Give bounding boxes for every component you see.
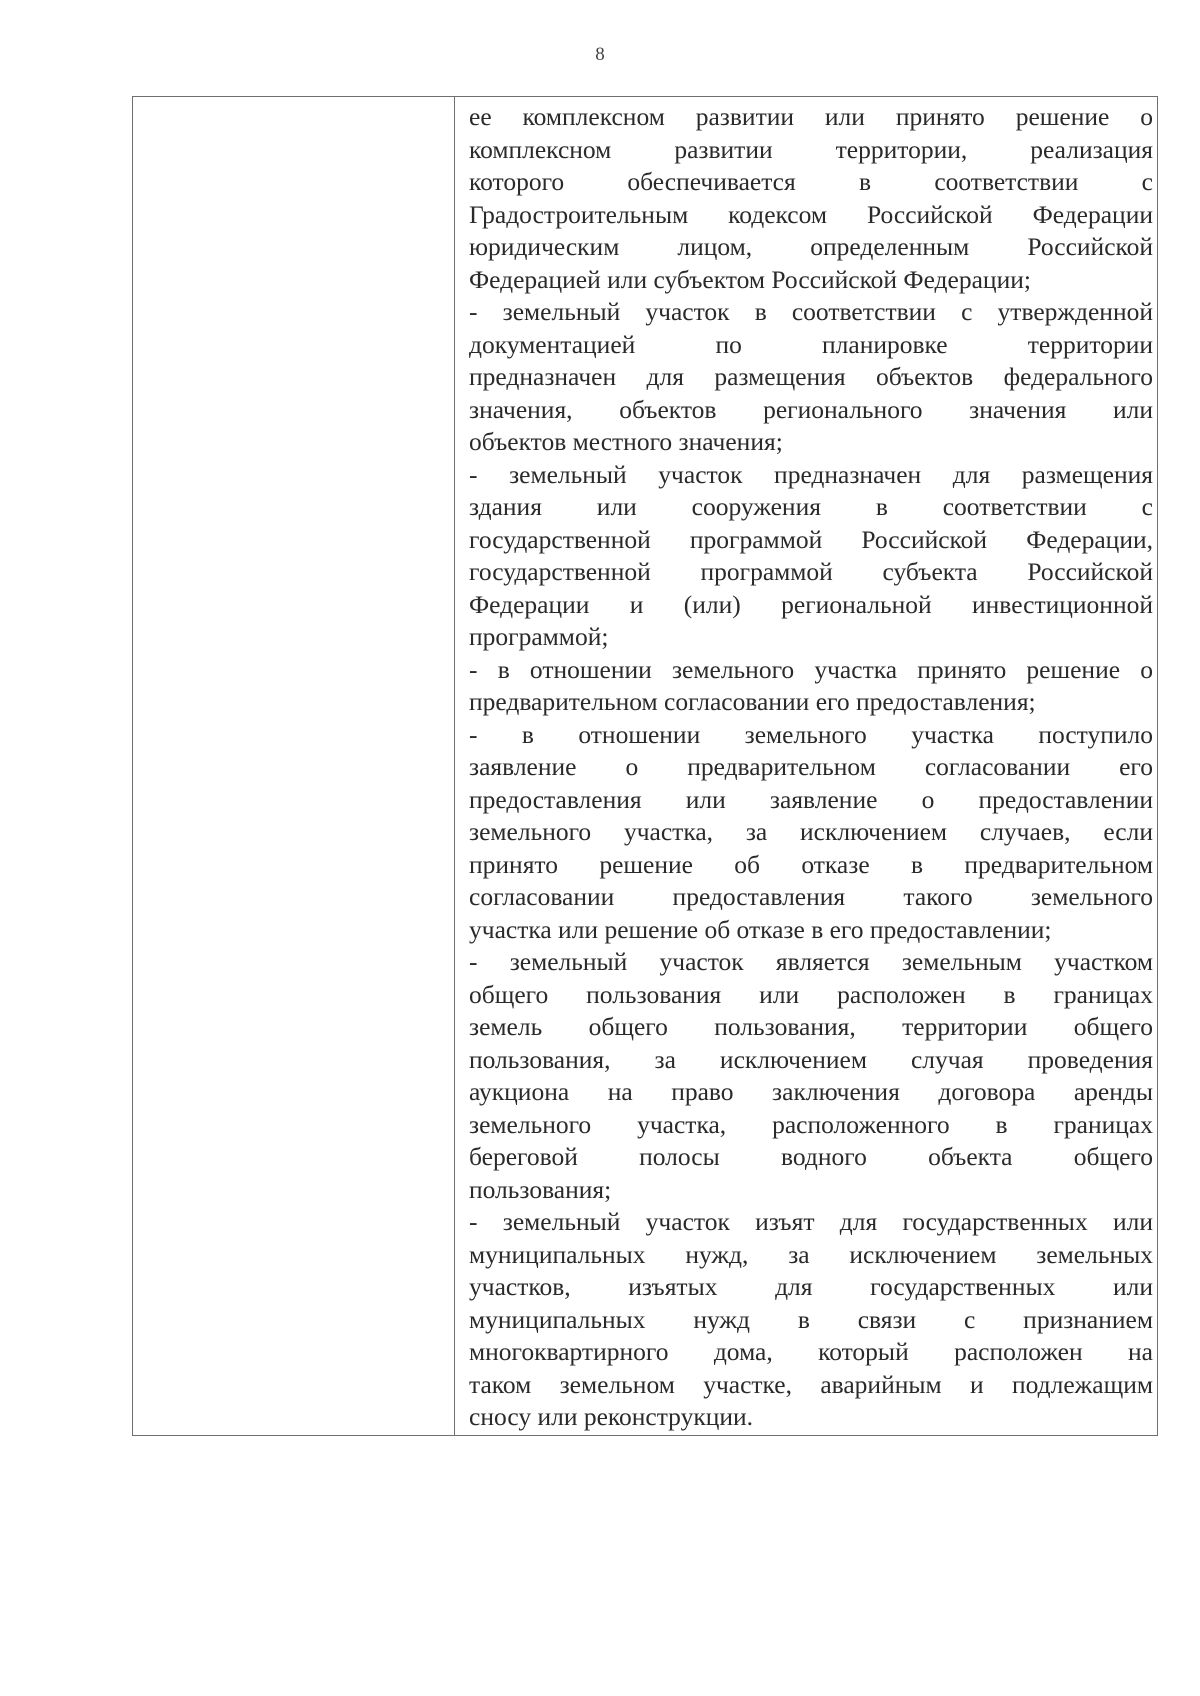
table-left-cell <box>133 97 455 1435</box>
text-line: Федерацией или субъектом Российской Федерации; <box>469 264 1031 294</box>
text-line: - в отношении земельного участка поступило <box>469 719 1153 749</box>
text-line: земельного участка, за исключением случаев, если <box>469 817 1153 846</box>
text-line: земельного участка, расположенного в границах <box>469 1109 1153 1139</box>
text-line: земель общего пользования, территории общего <box>469 1012 1153 1041</box>
text-line: муниципальных нужд в связи с признанием <box>469 1304 1153 1334</box>
text-line: сносу или реконструкции. <box>469 1402 754 1431</box>
text-line: заявление о предварительном согласовании его <box>469 752 1153 781</box>
text-line: объектов местного значения; <box>469 427 783 456</box>
text-line: - земельный участок изъят для государственных или <box>469 1207 1153 1236</box>
text-line: Федерации и (или) региональной инвестиционной <box>469 589 1153 619</box>
text-line: аукциона на право заключения договора аренды <box>469 1077 1153 1106</box>
text-line: согласовании предоставления такого земельного <box>469 882 1153 911</box>
text-line: комплексном развитии территории, реализация <box>469 134 1153 164</box>
text-line: Градостроительным кодексом Российской Федерации <box>469 199 1153 229</box>
text-line: государственной программой субъекта Российской <box>469 557 1153 586</box>
text-line: значения, объектов регионального значения или <box>469 394 1153 424</box>
text-line: предварительном согласовании его предоставления; <box>469 687 1036 716</box>
text-line: участков, изъятых для государственных или <box>469 1272 1153 1301</box>
text-line: - земельный участок в соответствии с утвержденной <box>469 297 1153 326</box>
document-table <box>132 96 1158 1436</box>
text-line: государственной программой Российской Федерации, <box>469 524 1153 554</box>
text-line: юридическим лицом, определенным Российской <box>469 232 1153 261</box>
text-line: которого обеспечивается в соответствии с <box>469 167 1153 196</box>
text-line: пользования; <box>469 1174 612 1204</box>
table-right-cell <box>455 97 1157 1435</box>
text-line: ее комплексном развитии или принято решение о <box>469 102 1153 131</box>
text-line: - в отношении земельного участка принято решение о <box>469 654 1153 684</box>
text-line: программой; <box>469 622 609 651</box>
text-line: - земельный участок предназначен для размещения <box>469 459 1153 489</box>
text-line: принято решение об отказе в предварительном <box>469 849 1153 879</box>
text-line: - земельный участок является земельным участком <box>469 947 1153 976</box>
text-line: предназначен для размещения объектов федерального <box>469 362 1153 391</box>
text-line: пользования, за исключением случая проведения <box>469 1044 1153 1074</box>
text-line: участка или решение об отказе в его предоставлении; <box>469 914 1052 944</box>
text-line: таком земельном участке, аварийным и подлежащим <box>469 1369 1153 1399</box>
text-line: здания или сооружения в соответствии с <box>469 492 1153 521</box>
page-number: 8 <box>595 44 605 65</box>
text-line: береговой полосы водного объекта общего <box>469 1142 1153 1171</box>
text-line: общего пользования или расположен в границах <box>469 979 1153 1009</box>
text-line: документацией по планировке территории <box>469 329 1153 359</box>
text-line: муниципальных нужд, за исключением земельных <box>469 1239 1153 1269</box>
text-line: многоквартирного дома, который расположен на <box>469 1337 1153 1366</box>
text-line: предоставления или заявление о предоставлении <box>469 784 1153 814</box>
